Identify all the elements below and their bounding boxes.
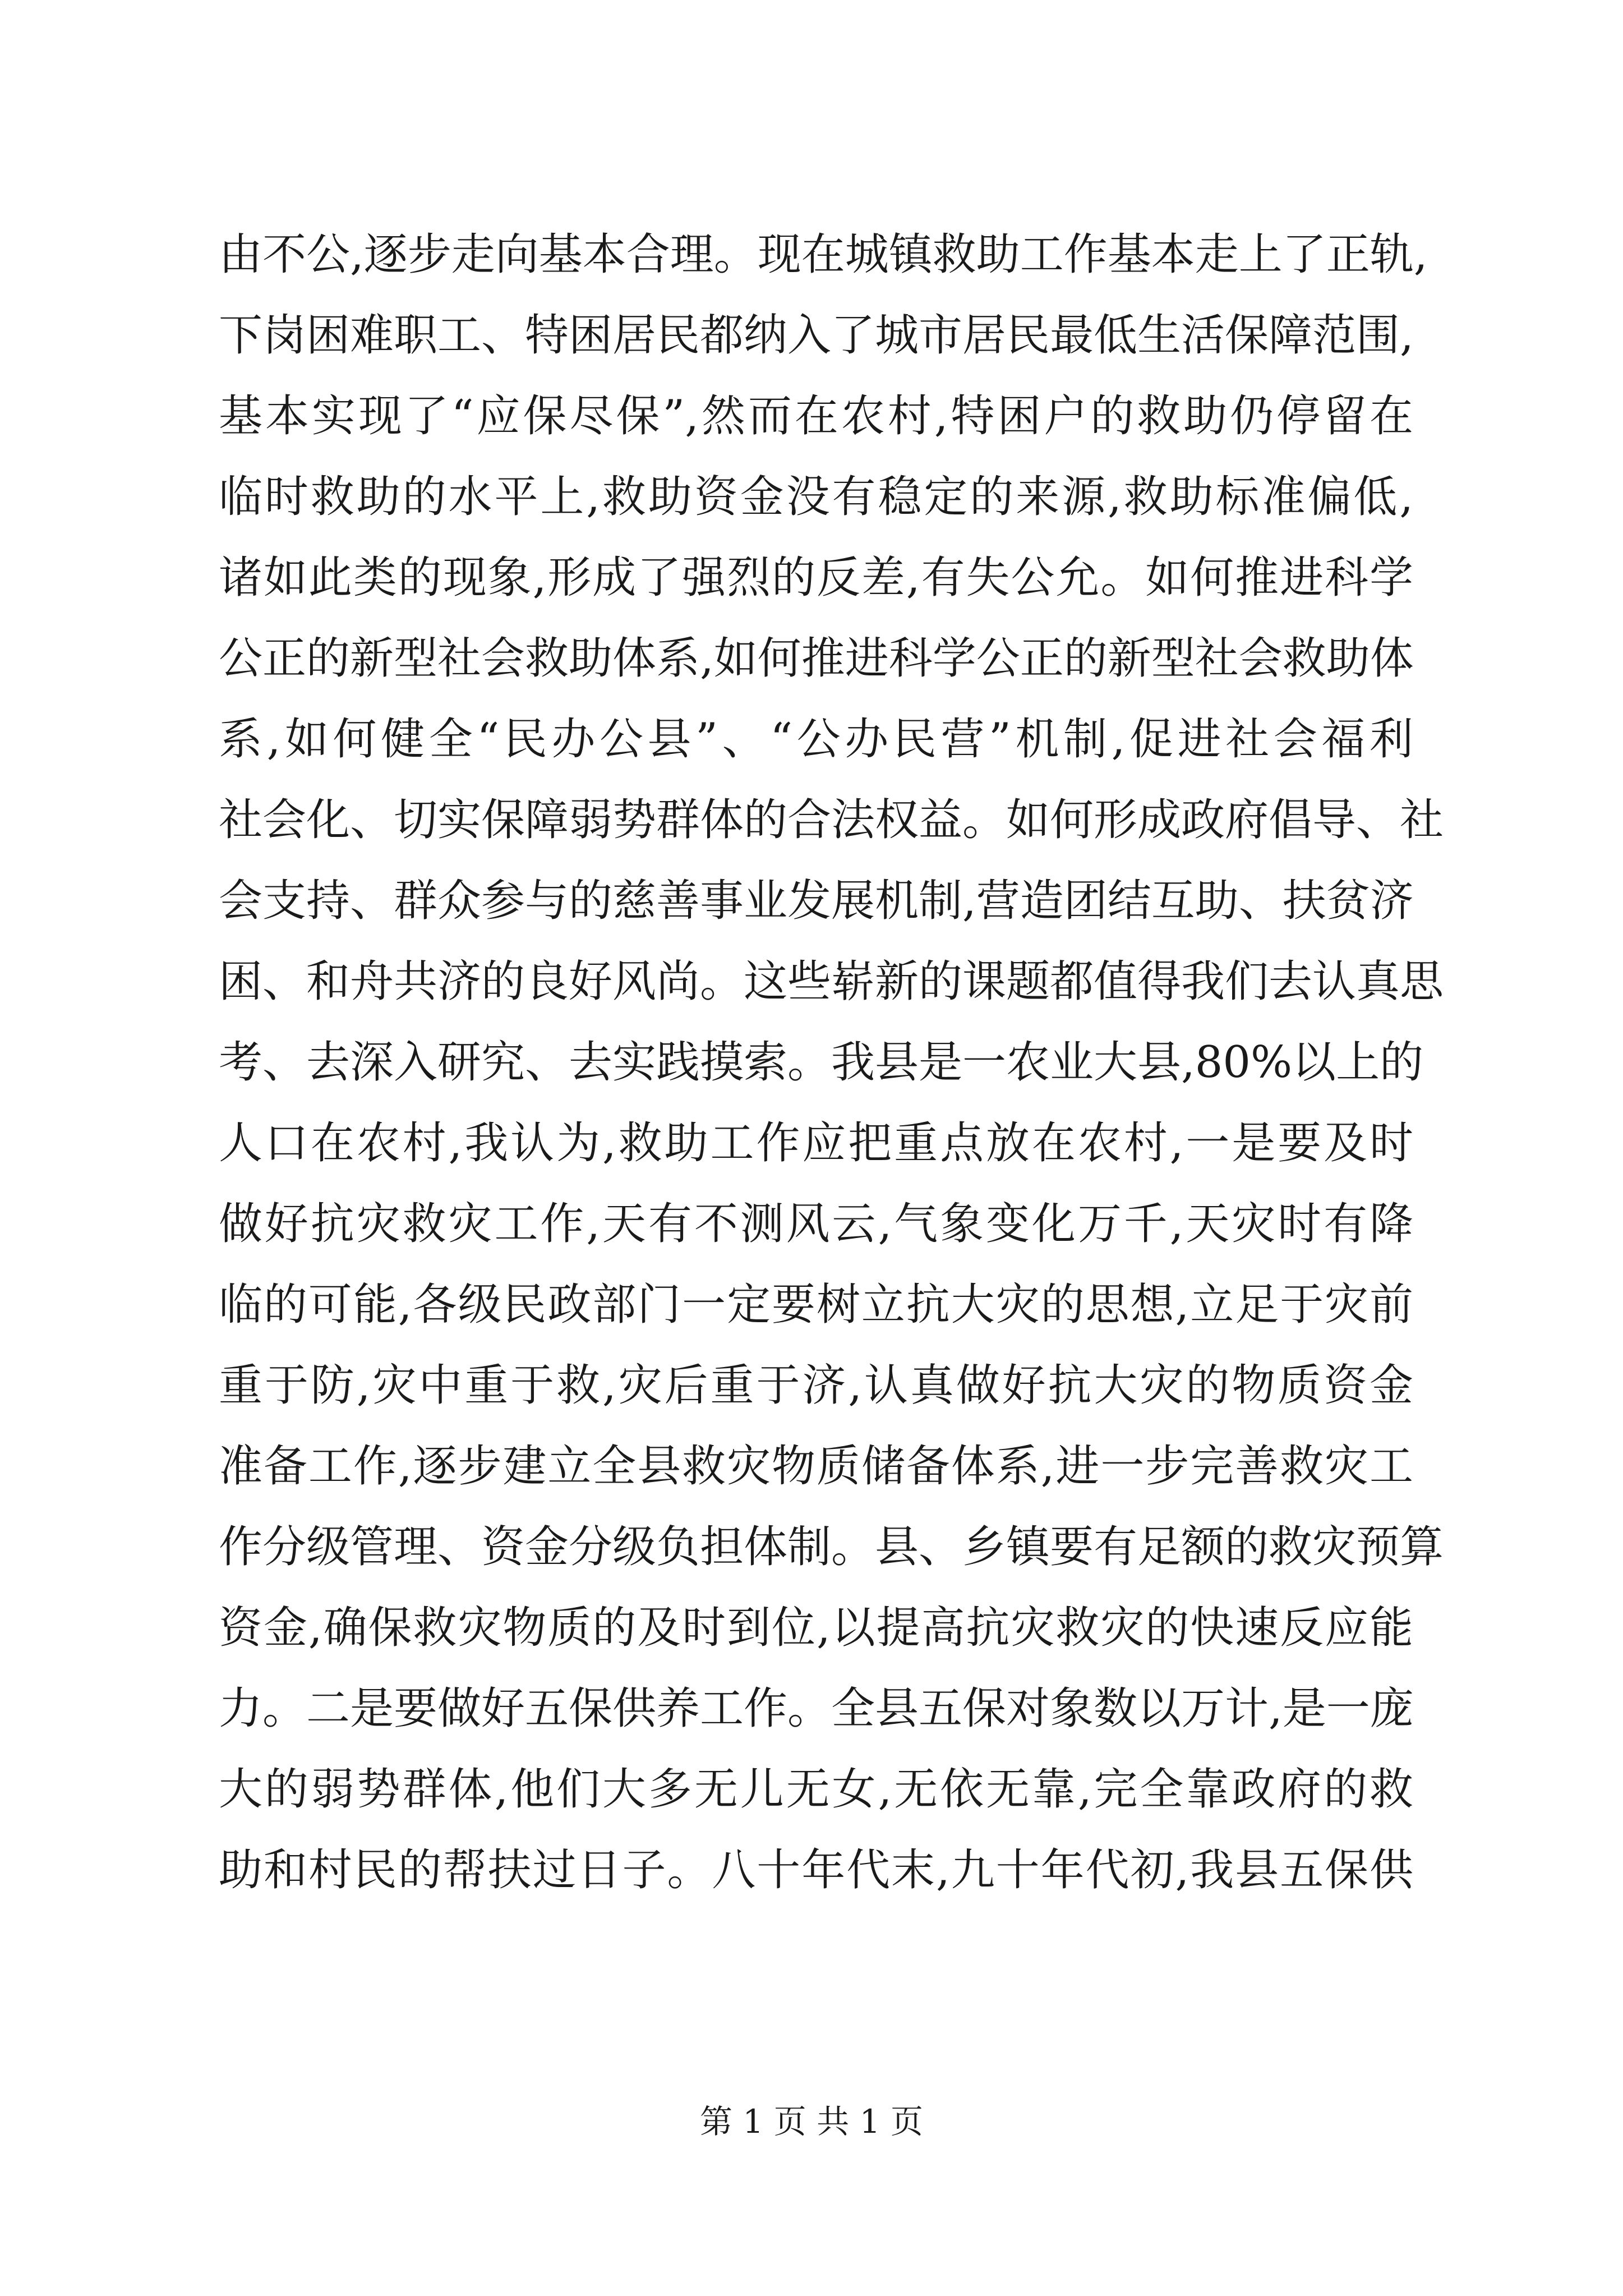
text-line: 力。二是要做好五保供养工作。全县五保对象数以万计,是一庞 <box>219 1683 1414 1734</box>
text-line: 下岗困难职工、特困居民都纳入了城市居民最低生活保障范围, <box>219 310 1414 361</box>
text-line: 准备工作,逐步建立全县救灾物质储备体系,进一步完善救灾工 <box>219 1441 1413 1492</box>
text-line: 考、去深入研究、去实践摸索。我县是一农业大县,80%以上的 <box>219 1037 1424 1088</box>
text-line: 做好抗灾救灾工作,天有不测风云,气象变化万千,天灾时有降 <box>219 1199 1413 1249</box>
text-line: 公正的新型社会救助体系,如何推进科学公正的新型社会救助体 <box>219 633 1414 684</box>
text-line: 临时救助的水平上,救助资金没有稳定的来源,救助标准偏低, <box>219 472 1413 522</box>
text-line: 大的弱势群体,他们大多无儿无女,无依无靠,完全靠政府的救 <box>219 1764 1413 1815</box>
text-line: 诸如此类的现象,形成了强烈的反差,有失公允。如何推进科学 <box>219 553 1413 603</box>
text-line: 人口在农村,我认为,救助工作应把重点放在农村,一是要及时 <box>219 1118 1413 1168</box>
text-line: 会支持、群众参与的慈善事业发展机制,营造团结互助、扶贫济 <box>219 876 1414 926</box>
text-line: 由不公,逐步走向基本合理。现在城镇救助工作基本走上了正轨, <box>219 229 1428 280</box>
text-line: 系,如何健全“民办公县”、“公办民营”机制,促进社会福利 <box>219 714 1413 765</box>
page-number-label: 第 1 页 共 1 页 <box>700 2102 923 2141</box>
text-line: 基本实现了“应保尽保”,然而在农村,特困户的救助仍停留在 <box>219 391 1413 441</box>
text-line: 重于防,灾中重于救,灾后重于济,认真做好抗大灾的物质资金 <box>219 1360 1413 1411</box>
text-line: 作分级管理、资金分级负担体制。县、乡镇要有足额的救灾预算 <box>219 1522 1444 1572</box>
text-line: 资金,确保救灾物质的及时到位,以提高抗灾救灾的快速反应能 <box>219 1603 1413 1653</box>
text-line: 临的可能,各级民政部门一定要树立抗大灾的思想,立足于灾前 <box>219 1280 1413 1330</box>
text-line: 社会化、切实保障弱势群体的合法权益。如何形成政府倡导、社 <box>219 795 1444 845</box>
text-line: 助和村民的帮扶过日子。八十年代末,九十年代初,我县五保供 <box>219 1845 1413 1895</box>
document-body <box>219 214 1444 1911</box>
page-footer <box>0 2099 1623 2144</box>
text-line: 困、和舟共济的良好风尚。这些崭新的课题都值得我们去认真思 <box>219 956 1444 1007</box>
